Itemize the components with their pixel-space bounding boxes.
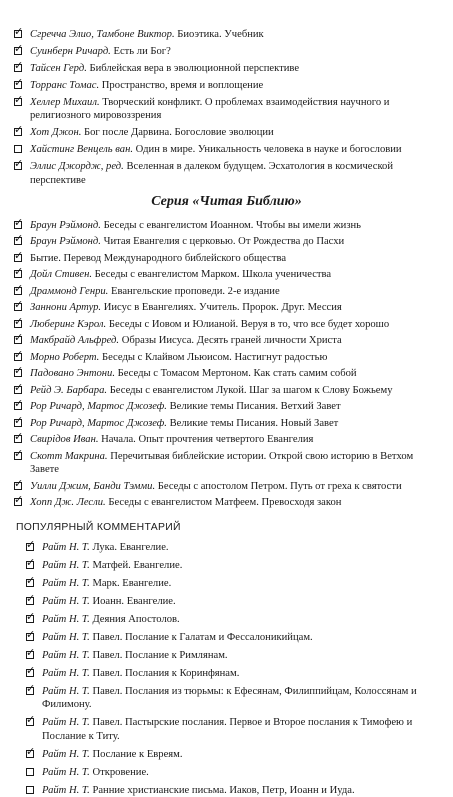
- book-entry-text: [42, 667, 439, 680]
- book-list-popular-commentary: [14, 541, 439, 797]
- book-author: Хеллер Михаил.: [30, 97, 100, 108]
- book-entry: [14, 45, 439, 58]
- book-entry: [14, 384, 439, 397]
- book-title: Иисус в Евангелиях. Учитель. Пророк. Друг. Мессия: [103, 302, 342, 314]
- book-author: Скотт Макрина.: [30, 450, 108, 462]
- checked-checkbox-icon[interactable]: [26, 651, 34, 659]
- checked-checkbox-icon[interactable]: [14, 64, 22, 72]
- book-entry: [14, 496, 439, 509]
- book-entry: [14, 28, 439, 41]
- book-entry-text: [42, 631, 439, 644]
- checked-checkbox-icon[interactable]: [26, 669, 34, 677]
- book-author: Райт Н. Т.: [42, 613, 90, 625]
- checked-checkbox-icon[interactable]: [14, 221, 22, 229]
- book-entry-text: [42, 595, 439, 608]
- book-author: Райт Н. Т.: [42, 541, 90, 553]
- book-entry-text: [42, 577, 439, 590]
- book-title: Лука. Евангелие.: [92, 541, 169, 553]
- book-entry-text: [30, 351, 439, 364]
- book-entry-text: [30, 384, 439, 397]
- book-title: Великие темы Писания. Ветхий Завет: [169, 401, 341, 413]
- book-entry: [14, 160, 439, 187]
- book-author: Суинберн Ричард.: [30, 46, 111, 57]
- book-author: Райт Н. Т.: [42, 685, 90, 697]
- checked-checkbox-icon[interactable]: [26, 718, 34, 726]
- book-author: Райт Н. Т.: [42, 577, 90, 589]
- book-entry-text: [30, 334, 439, 347]
- book-entry-text: [30, 433, 439, 446]
- book-entry-text: [30, 126, 439, 139]
- book-entry-text: [42, 613, 439, 626]
- book-entry: [14, 252, 439, 265]
- checked-checkbox-icon[interactable]: [14, 47, 22, 55]
- book-title: Один в мире. Уникальность человека в науке и богословии: [135, 144, 402, 156]
- book-title: Беседы с апостолом Петром. Путь от греха к святости: [157, 480, 402, 492]
- book-author: Рейд Э. Барбара.: [30, 384, 108, 396]
- book-author: Райт Н. Т.: [42, 717, 90, 729]
- book-entry-text: [30, 417, 439, 430]
- book-entry: [14, 285, 439, 298]
- book-title: Беседы с Иовом и Юлианой. Веруя в то, что все будет хорошо: [108, 318, 390, 330]
- book-title: Павел. Послание к Римлянам.: [92, 649, 228, 661]
- book-entry: [26, 577, 439, 590]
- book-author: Рор Ричард, Мартос Джозеф.: [30, 401, 167, 413]
- book-title: Матфей. Евангелие.: [92, 559, 183, 571]
- unchecked-checkbox-icon[interactable]: [14, 145, 22, 153]
- checked-checkbox-icon[interactable]: [14, 81, 22, 89]
- checked-checkbox-icon[interactable]: [14, 369, 22, 377]
- book-title: Послание к Евреям.: [92, 748, 183, 760]
- checked-checkbox-icon[interactable]: [14, 386, 22, 394]
- book-entry-text: [42, 784, 439, 797]
- book-author: Драммонд Генри.: [30, 285, 109, 297]
- book-author: Сгречча Элио, Тамбоне Виктор.: [30, 29, 175, 40]
- book-entry-text: [42, 716, 439, 743]
- book-entry-text: [30, 96, 439, 123]
- book-entry-text: [42, 649, 439, 662]
- book-title: Пространство, время и воплощение: [101, 80, 264, 91]
- book-entry: [26, 595, 439, 608]
- book-title: Бытие. Перевод Международного библейского общества: [30, 252, 287, 264]
- checked-checkbox-icon[interactable]: [26, 597, 34, 605]
- book-list-reading-bible: [14, 219, 439, 510]
- book-entry-text: [30, 285, 439, 298]
- book-title: Откровение.: [92, 766, 149, 778]
- book-author: Рор Ричард, Мартос Джозеф.: [30, 417, 167, 429]
- checked-checkbox-icon[interactable]: [26, 561, 34, 569]
- book-author: Люберинг Кэрол.: [30, 318, 107, 330]
- book-entry: [26, 685, 439, 712]
- checked-checkbox-icon[interactable]: [14, 98, 22, 106]
- book-author: Райт Н. Т.: [42, 667, 90, 679]
- book-author: Дойл Стивен.: [30, 269, 92, 281]
- checked-checkbox-icon[interactable]: [26, 633, 34, 641]
- checked-checkbox-icon[interactable]: [14, 237, 22, 245]
- unchecked-checkbox-icon[interactable]: [26, 786, 34, 794]
- book-author: Райт Н. Т.: [42, 631, 90, 643]
- book-title: Перечитывая библейские истории. Открой свою историю в Ветхом Завете: [30, 450, 414, 476]
- book-entry: [26, 631, 439, 644]
- book-title: Образы Иисуса. Десять граней личности Христа: [121, 335, 342, 347]
- book-title: Читая Евангелия с церковью. От Рождества до Пасхи: [103, 236, 345, 248]
- book-entry: [14, 79, 439, 92]
- book-entry-text: [42, 766, 439, 779]
- book-entry-text: [42, 541, 439, 554]
- checked-checkbox-icon[interactable]: [14, 270, 22, 278]
- checked-checkbox-icon[interactable]: [14, 498, 22, 506]
- book-entry: [14, 450, 439, 477]
- book-entry: [26, 716, 439, 743]
- book-entry: [26, 541, 439, 554]
- checked-checkbox-icon[interactable]: [14, 435, 22, 443]
- book-entry: [26, 667, 439, 680]
- book-entry: [14, 96, 439, 123]
- book-entry: [14, 400, 439, 413]
- book-entry: [26, 559, 439, 572]
- book-entry-text: [30, 62, 439, 75]
- book-title: Великие темы Писания. Новый Завет: [169, 417, 339, 429]
- book-title: Начала. Опыт прочтения четвертого Евангелия: [101, 434, 314, 446]
- checked-checkbox-icon[interactable]: [26, 750, 34, 758]
- book-title: Беседы с Клайвом Льюисом. Настигнут радостью: [102, 351, 328, 363]
- book-title: Павел. Послания к Коринфянам.: [92, 667, 240, 679]
- book-title: Беседы с евангелистом Иоанном. Чтобы вы имели жизнь: [103, 219, 361, 231]
- book-entry-text: [30, 367, 439, 380]
- book-entry: [14, 62, 439, 75]
- checked-checkbox-icon[interactable]: [14, 402, 22, 410]
- book-title: Павел. Пастырские послания. Первое и Второе послания к Тимофею и Послание к Титу.: [42, 717, 413, 742]
- series-heading: [14, 195, 439, 208]
- book-author: Торранс Томас.: [30, 80, 100, 91]
- book-entry: [14, 219, 439, 232]
- book-author: Райт Н. Т.: [42, 766, 90, 778]
- book-entry: [14, 417, 439, 430]
- book-author: Макбрайд Альфред.: [30, 335, 120, 347]
- book-entry-text: [30, 235, 439, 248]
- checked-checkbox-icon[interactable]: [14, 287, 22, 295]
- book-title: Вселенная в далеком будущем. Эсхатология в космической перспективе: [30, 161, 394, 186]
- book-entry-text: [30, 318, 439, 331]
- book-entry-text: [30, 219, 439, 232]
- checked-checkbox-icon[interactable]: [14, 303, 22, 311]
- book-author: Хопп Дж. Лесли.: [30, 497, 106, 509]
- book-entry-text: [30, 252, 439, 265]
- book-author: Райт Н. Т.: [42, 784, 90, 796]
- book-title: Бог после Дарвина. Богословие эволюции: [84, 127, 274, 139]
- checked-checkbox-icon[interactable]: [14, 254, 22, 262]
- book-entry-text: [42, 559, 439, 572]
- book-entry: [26, 613, 439, 626]
- checked-checkbox-icon[interactable]: [26, 615, 34, 623]
- book-entry-text: [30, 268, 439, 281]
- checked-checkbox-icon[interactable]: [26, 543, 34, 551]
- checked-checkbox-icon[interactable]: [14, 419, 22, 427]
- checked-checkbox-icon[interactable]: [14, 482, 22, 490]
- checked-checkbox-icon[interactable]: [26, 579, 34, 587]
- book-title: Беседы с евангелистом Марком. Школа ученичества: [94, 269, 332, 281]
- book-entry: [14, 433, 439, 446]
- book-entry-text: [30, 143, 439, 156]
- book-entry-text: [30, 496, 439, 509]
- book-entry: [26, 748, 439, 761]
- book-title: Марк. Евангелие.: [92, 577, 172, 589]
- book-entry-text: [42, 685, 439, 712]
- book-entry: [14, 143, 439, 156]
- book-author: Морно Роберт.: [30, 351, 100, 363]
- popular-commentary-heading: ПОПУЛЯРНЫЙ КОММЕНТАРИЙ: [16, 522, 181, 534]
- book-list-science-theology: [14, 28, 439, 187]
- book-entry-text: [30, 45, 439, 58]
- book-entry: [14, 351, 439, 364]
- book-entry-text: [30, 160, 439, 187]
- book-author: Райт Н. Т.: [42, 595, 90, 607]
- book-title: Биоэтика. Учебник: [177, 29, 264, 40]
- book-entry: [14, 301, 439, 314]
- checked-checkbox-icon[interactable]: [14, 30, 22, 38]
- book-entry: [14, 235, 439, 248]
- book-entry-text: [30, 28, 439, 41]
- book-title: Павел. Послания из тюрьмы: к Ефесянам, Филиппийцам, Колоссянам и Филимону.: [42, 685, 417, 711]
- book-title: Есть ли Бог?: [113, 46, 171, 57]
- book-entry: [14, 126, 439, 139]
- book-entry: [14, 367, 439, 380]
- checked-checkbox-icon[interactable]: [14, 320, 22, 328]
- book-entry-text: [30, 400, 439, 413]
- book-title: Ранние христианские письма. Иаков, Петр, Иоанн и Иуда.: [92, 784, 355, 796]
- checked-checkbox-icon[interactable]: [14, 353, 22, 361]
- book-entry: [14, 480, 439, 493]
- book-entry-text: [30, 450, 439, 477]
- unchecked-checkbox-icon[interactable]: [26, 768, 34, 776]
- checked-checkbox-icon[interactable]: [14, 162, 22, 170]
- book-author: Браун Рэймонд.: [30, 236, 101, 248]
- book-entry-text: [42, 748, 439, 761]
- book-title: Беседы с евангелистом Лукой. Шаг за шагом к Слову Божьему: [109, 384, 393, 396]
- book-author: Браун Рэймонд.: [30, 219, 101, 231]
- series-heading-name: «Читая Библию»: [192, 194, 302, 210]
- checked-checkbox-icon[interactable]: [14, 336, 22, 344]
- book-title: Евангельские проповеди. 2-е издание: [110, 285, 280, 297]
- book-author: Уилли Джим, Банди Тэмми.: [30, 480, 156, 492]
- book-entry-text: [30, 79, 439, 92]
- book-entry: [26, 784, 439, 797]
- checked-checkbox-icon[interactable]: [14, 128, 22, 136]
- book-author: Тайсен Герд.: [30, 63, 87, 74]
- book-title: Павел. Послание к Галатам и Фессалоникийцам.: [92, 631, 313, 643]
- book-author: Заннони Артур.: [30, 302, 102, 314]
- book-author: Райт Н. Т.: [42, 748, 90, 760]
- book-title: Творческий конфликт. О проблемах взаимодействия научного и религиозного мировоззрения: [30, 97, 390, 122]
- book-author: Райт Н. Т.: [42, 559, 90, 571]
- book-author: Падовано Энтони.: [30, 368, 115, 380]
- series-heading-prefix: Серия: [151, 194, 189, 210]
- book-entry-text: [30, 301, 439, 314]
- checked-checkbox-icon[interactable]: [14, 452, 22, 460]
- book-entry: [14, 334, 439, 347]
- book-title: Беседы с Томасом Мертоном. Как стать самим собой: [117, 368, 357, 380]
- book-title: Библейская вера в эволюционной перспективе: [89, 63, 300, 74]
- book-title: Беседы с евангелистом Матфеем. Превосходя закон: [108, 497, 342, 509]
- book-entry: [14, 318, 439, 331]
- book-title: Деяния Апостолов.: [92, 613, 180, 625]
- book-author: Хот Джон.: [30, 127, 82, 139]
- book-entry: [26, 649, 439, 662]
- book-entry-text: [30, 480, 439, 493]
- book-entry: [14, 268, 439, 281]
- book-author: Райт Н. Т.: [42, 649, 90, 661]
- checked-checkbox-icon[interactable]: [26, 687, 34, 695]
- book-title: Иоанн. Евангелие.: [92, 595, 176, 607]
- book-author: Хайстинг Венцель ван.: [30, 144, 133, 156]
- book-author: Свирідов Иван.: [30, 434, 99, 446]
- book-author: Эллис Джордж, ред.: [30, 161, 124, 173]
- book-entry: [26, 766, 439, 779]
